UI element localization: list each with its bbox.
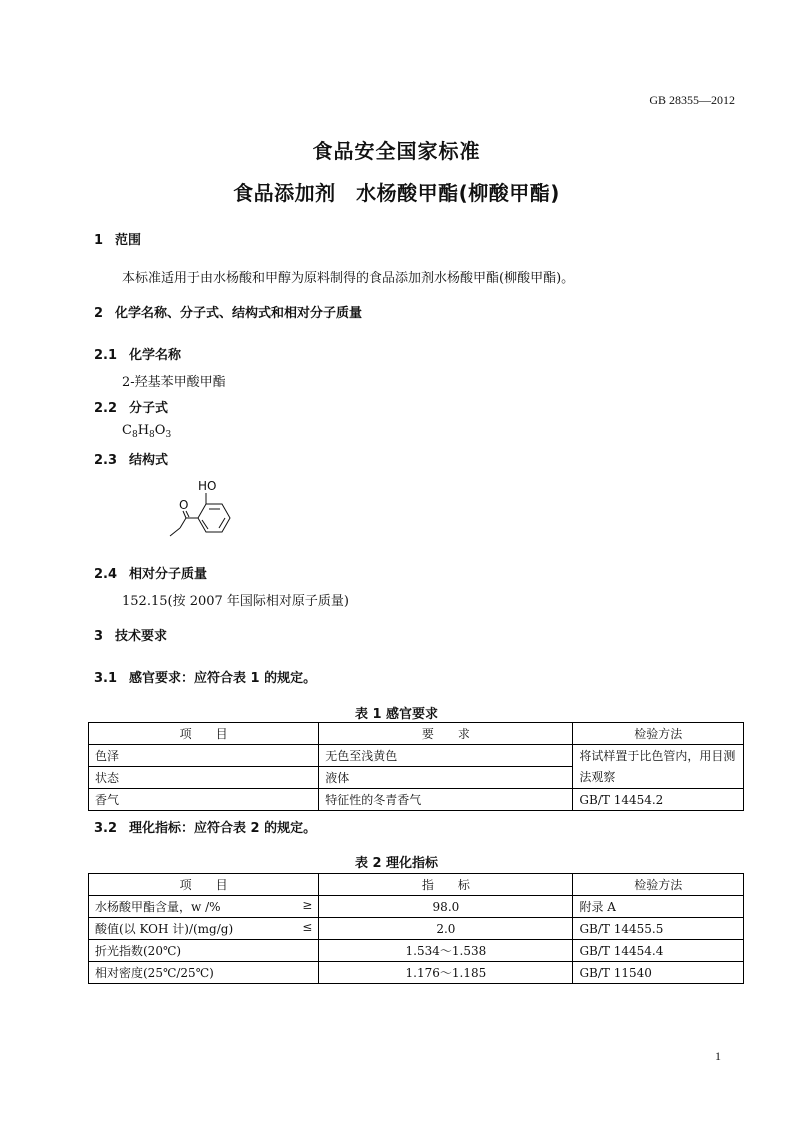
- section-number: 2.3: [94, 453, 118, 468]
- section-number: 3: [94, 629, 104, 644]
- ester-oxygen-bond: [180, 518, 186, 528]
- section-number: 2.2: [94, 401, 118, 416]
- section-2-heading: [94, 302, 362, 321]
- table-row: [89, 896, 744, 918]
- standard-code: GB 28355—2012: [649, 93, 735, 107]
- molecular-formula: [122, 423, 171, 440]
- section-3-heading: [94, 625, 167, 644]
- table-row: [89, 962, 744, 984]
- formula-c: C: [122, 423, 132, 438]
- scope-text: 本标准适用于由水杨酸和甲醇为原料制得的食品添加剂水杨酸甲酯(柳酸甲酯)。: [122, 271, 575, 286]
- section-title: 理化指标：应符合表 2 的规定。: [129, 821, 317, 836]
- section-number: 2.4: [94, 567, 118, 582]
- carbonyl-bond-1: [183, 511, 186, 518]
- comparison-operator: ≥: [302, 898, 313, 912]
- cell-method: 附录 A: [573, 896, 744, 918]
- page-number: 1: [715, 1049, 721, 1063]
- section-1-heading: [94, 229, 141, 248]
- ring-double-bond-3: [202, 520, 208, 529]
- methyl-bond: [170, 528, 180, 536]
- structural-formula-diagram: [162, 478, 262, 550]
- formula-h: H: [137, 423, 150, 438]
- formula-h-count: 8: [149, 430, 155, 440]
- section-2-3-heading: [94, 449, 168, 468]
- cell-method: GB/T 14455.5: [573, 918, 744, 940]
- col-header-item: 项 目: [89, 874, 319, 896]
- table-2-caption: 表 2 理化指标: [354, 856, 439, 871]
- hydroxyl-label: HO: [198, 479, 217, 493]
- section-number: 3.2: [94, 821, 118, 836]
- section-title: 相对分子质量: [129, 567, 208, 582]
- section-number: 3.1: [94, 671, 118, 686]
- cell-requirement: 液体: [319, 767, 573, 789]
- table-2-physicochemical: [88, 873, 744, 984]
- col-header-requirement: 要 求: [319, 723, 573, 745]
- document-subtitle: 食品添加剂 水杨酸甲酯(柳酸甲酯): [233, 181, 560, 205]
- cell-item: 折光指数(20℃): [89, 940, 319, 962]
- section-2-1-heading: [94, 344, 181, 363]
- item-label: 水杨酸甲酯含量，w /%: [95, 900, 221, 914]
- section-number: 2.1: [94, 348, 118, 363]
- cell-requirement: 特征性的冬青香气: [319, 789, 573, 811]
- cell-method: GB/T 14454.2: [573, 789, 744, 811]
- formula-o: O: [154, 423, 166, 438]
- section-title: 结构式: [129, 453, 169, 468]
- item-label: 酸值(以 KOH 计)/(mg/g): [95, 922, 234, 936]
- cell-item: 状态: [89, 767, 319, 789]
- section-number: 1: [94, 233, 104, 248]
- cell-method-merged: 将试样置于比色管内，用目测法观察: [573, 745, 744, 789]
- section-number: 2: [94, 306, 104, 321]
- table-1-sensory: [88, 722, 744, 811]
- chemical-name: 2-羟基苯甲酸甲酯: [122, 375, 226, 390]
- ring-double-bond-2: [219, 518, 225, 528]
- cell-item: 色泽: [89, 745, 319, 767]
- cell-item: [89, 918, 319, 940]
- cell-item: 香气: [89, 789, 319, 811]
- col-header-method: 检验方法: [573, 723, 744, 745]
- cell-value: 2.0: [319, 918, 573, 940]
- table-1-caption: 表 1 感官要求: [354, 707, 439, 722]
- comparison-operator: ≤: [302, 920, 313, 934]
- section-3-1-heading: [94, 667, 316, 686]
- section-3-2-heading: [94, 817, 316, 836]
- document-title: 食品安全国家标准: [312, 139, 481, 163]
- molecular-mass: 152.15(按 2007 年国际相对原子质量): [122, 594, 349, 609]
- carbonyl-oxygen-label: O: [179, 498, 189, 512]
- table-header-row: [89, 874, 744, 896]
- cell-method: GB/T 11540: [573, 962, 744, 984]
- col-header-index: 指 标: [319, 874, 573, 896]
- section-2-4-heading: [94, 563, 207, 582]
- formula-o-count: 3: [165, 430, 172, 440]
- section-title: 化学名称、分子式、结构式和相对分子质量: [115, 306, 363, 321]
- section-title: 分子式: [129, 401, 169, 416]
- cell-item: [89, 896, 319, 918]
- benzene-ring: [198, 504, 230, 532]
- cell-value: 1.176～1.185: [319, 962, 573, 984]
- section-title: 感官要求：应符合表 1 的规定。: [129, 671, 317, 686]
- cell-method: GB/T 14454.4: [573, 940, 744, 962]
- section-2-2-heading: [94, 397, 168, 416]
- table-row: [89, 789, 744, 811]
- section-title: 技术要求: [115, 629, 168, 644]
- cell-requirement: 无色至浅黄色: [319, 745, 573, 767]
- cell-item: 相对密度(25℃/25℃): [89, 962, 319, 984]
- table-row: [89, 940, 744, 962]
- cell-value: 98.0: [319, 896, 573, 918]
- formula-c-count: 8: [131, 430, 138, 440]
- col-header-method: 检验方法: [573, 874, 744, 896]
- table-row: [89, 918, 744, 940]
- section-title: 化学名称: [129, 348, 182, 363]
- col-header-item: 项 目: [89, 723, 319, 745]
- table-row: [89, 745, 744, 767]
- cell-value: 1.534～1.538: [319, 940, 573, 962]
- table-header-row: [89, 723, 744, 745]
- section-title: 范围: [115, 233, 142, 248]
